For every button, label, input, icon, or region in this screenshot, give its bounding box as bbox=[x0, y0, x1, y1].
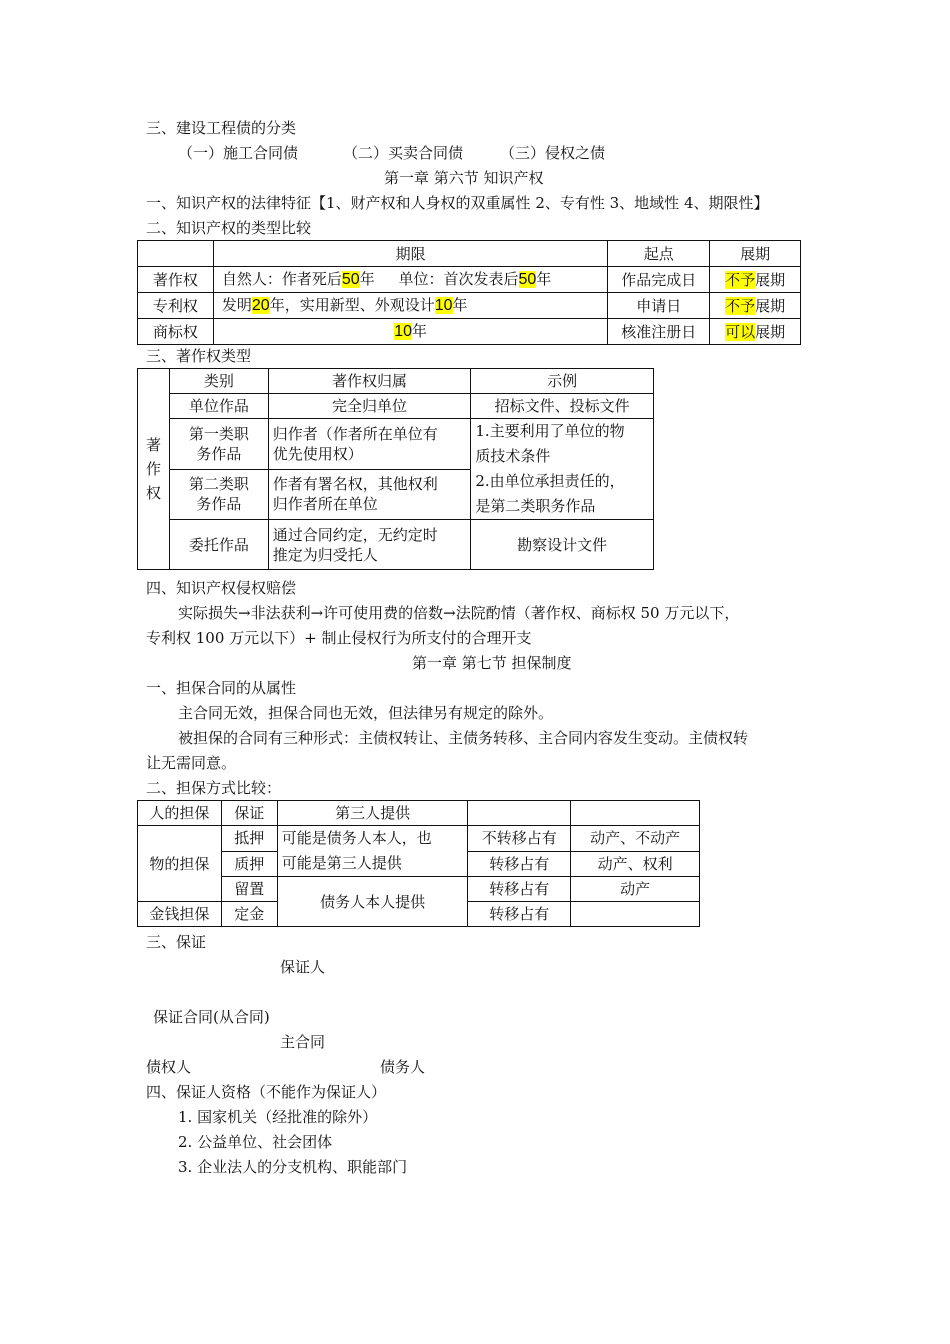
table-row: 单位作品 完全归单位 招标文件、投标文件 bbox=[138, 394, 654, 419]
creditor-label: 债权人 bbox=[146, 1058, 192, 1076]
table-row: 第一类职 务作品 归作者（作者所在单位有 优先使用权） 1.主要利用了单位的物 质技术条件 2.由单位承担责任的， 是第二类职务作品 bbox=[138, 419, 654, 470]
debtor-label: 债务人 bbox=[380, 1058, 426, 1076]
main-contract-label: 主合同 bbox=[280, 1033, 326, 1051]
guarantor-qualification-title: 四、保证人资格（不能作为保证人） bbox=[146, 1083, 387, 1101]
list-item: 1. 国家机关（经批准的除外） bbox=[178, 1108, 378, 1126]
table-row: 著作权 自然人：作者死后50年 单位：首次发表后50年 作品完成日 不予展期 bbox=[138, 267, 801, 293]
guarantor-label: 保证人 bbox=[280, 958, 326, 976]
table-row: 专利权 发明20年，实用新型、外观设计10年 申请日 不予展期 bbox=[138, 293, 801, 319]
chapter-title-ip: 第一章 第六节 知识产权 bbox=[384, 169, 544, 187]
copyright-types-title: 三、著作权类型 bbox=[146, 347, 252, 365]
table-row: 金钱担保 定金 转移占有 bbox=[138, 902, 700, 927]
ip-type-compare-title: 二、知识产权的类型比较 bbox=[146, 219, 312, 237]
table-row: 质押 转移占有 动产、权利 bbox=[138, 851, 700, 877]
ip-infringement-line-2: 专利权 100 万元以下）+ 制止侵权行为所支付的合理开支 bbox=[146, 629, 532, 647]
chapter-title-guarantee: 第一章 第七节 担保制度 bbox=[412, 654, 572, 672]
table-row: 物的担保 抵押 可能是债务人本人，也 可能是第三人提供 不转移占有 动产、不动产 bbox=[138, 826, 700, 852]
guarantee-accessory-title: 一、担保合同的从属性 bbox=[146, 679, 297, 697]
col-extension: 展期 bbox=[710, 241, 801, 267]
guarantee-method-title: 二、担保方式比较： bbox=[146, 779, 282, 797]
col-term: 期限 bbox=[213, 241, 607, 267]
ip-legal-features: 一、知识产权的法律特征【1、财产权和人身权的双重属性 2、专有性 3、地域性 4、期限性】 bbox=[146, 194, 769, 212]
list-item: 2. 公益单位、社会团体 bbox=[178, 1133, 333, 1151]
guarantee-section-title: 三、保证 bbox=[146, 933, 207, 951]
table-row: 人的担保 保证 第三人提供 bbox=[138, 801, 700, 826]
debt-type-3: （三）侵权之债 bbox=[500, 144, 606, 162]
debt-type-1: （一）施工合同债 bbox=[178, 144, 299, 162]
guarantee-line-3: 让无需同意。 bbox=[146, 754, 237, 772]
guarantee-contract-label: 保证合同(从合同) bbox=[153, 1008, 270, 1026]
debt-type-2: （二）买卖合同债 bbox=[343, 144, 464, 162]
guarantee-line-1: 主合同无效，担保合同也无效，但法律另有规定的除外。 bbox=[178, 704, 554, 722]
table-row: 委托作品 通过合同约定，无约定时 推定为归受托人 勘察设计文件 bbox=[138, 520, 654, 570]
ip-term-table bbox=[137, 240, 801, 345]
list-item: 3. 企业法人的分支机构、职能部门 bbox=[178, 1158, 408, 1176]
table-row: 第二类职 务作品 作者有署名权，其他权利 归作者所在单位 bbox=[138, 469, 654, 520]
ip-infringement-line-1: 实际损失→非法获利→许可使用费的倍数→法院酌情（著作权、商标权 50 万元以下， bbox=[178, 604, 740, 622]
ip-infringement-title: 四、知识产权侵权赔偿 bbox=[146, 579, 297, 597]
col-start: 起点 bbox=[608, 241, 710, 267]
section-title-debt-types: 三、建设工程债的分类 bbox=[146, 119, 297, 137]
table-row: 商标权 10年 核准注册日 可以展期 bbox=[138, 319, 801, 345]
guarantee-method-table bbox=[137, 800, 700, 927]
table-row: 留置 债务人本人提供 转移占有 动产 bbox=[138, 877, 700, 902]
copyright-type-table: 著 作 权 类别 著作权归属 示例 单位作品 完全归单位 招标文件、投标文件 第一类职 务作品 归作者（作者所在单位有 优先使用权） 1.主要利用了单位的物 质技术条件 2.由单位承担责任的， 是第二类职务作品 第二类职 务作品 作者有署名权，其他权利 归作者所在单位 委托作品 通过合同约定，无约定时 推定为归受托人 勘察设计文件 bbox=[137, 368, 654, 570]
guarantee-line-2: 被担保的合同有三种形式：主债权转让、主债务转移、主合同内容发生变动。主债权转 bbox=[178, 729, 749, 747]
